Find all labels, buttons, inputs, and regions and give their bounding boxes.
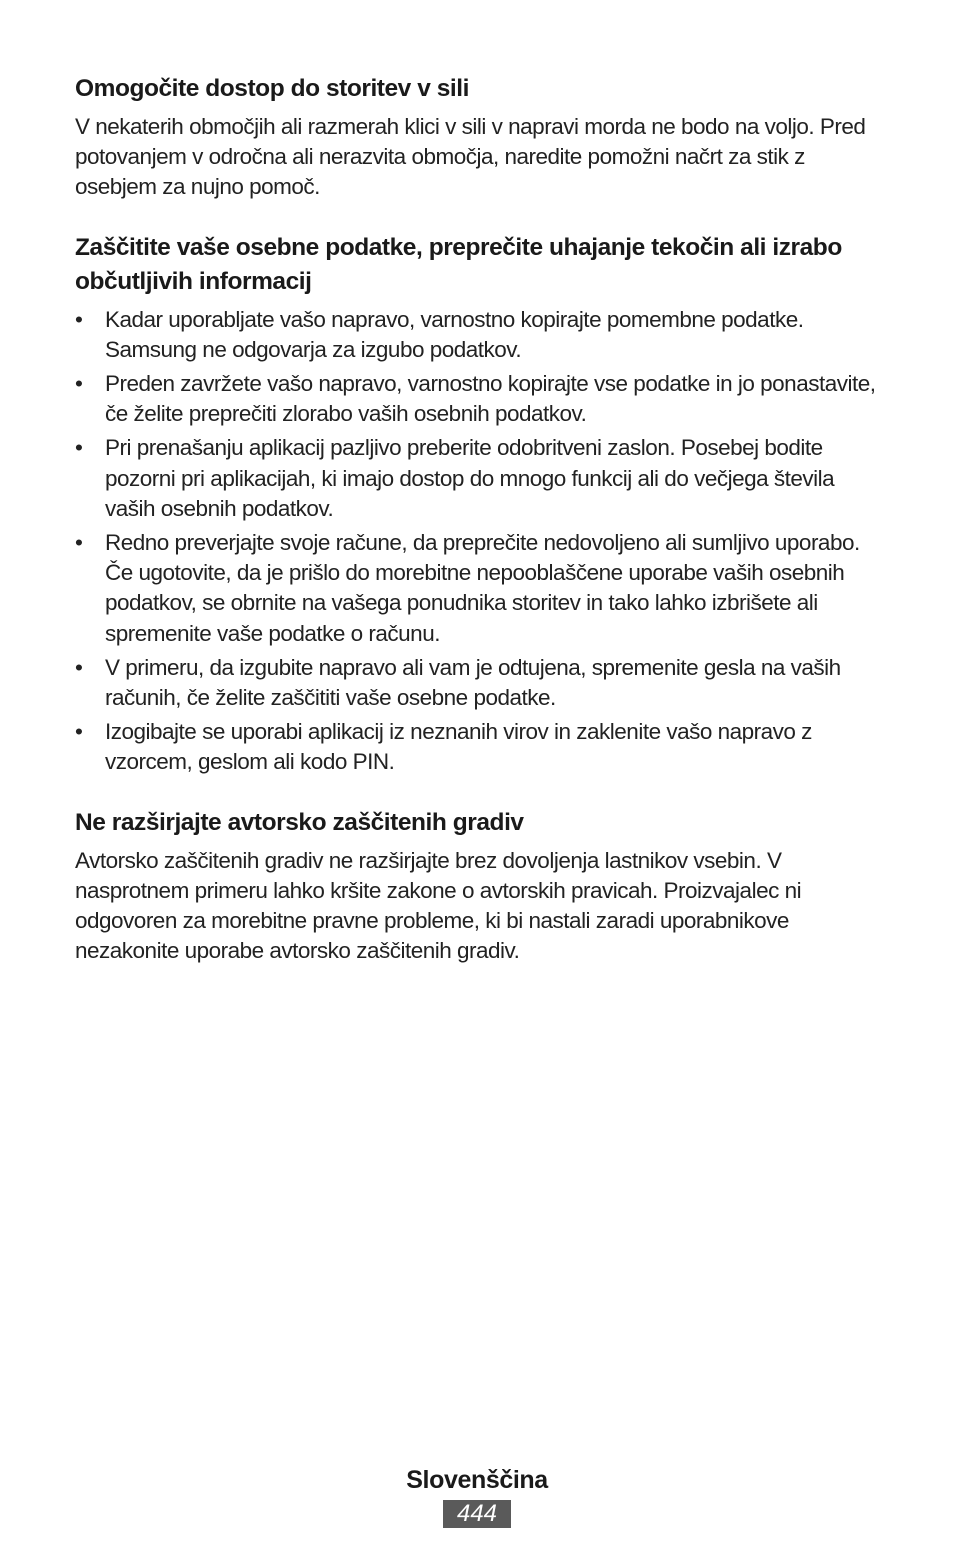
list-item (75, 653, 880, 713)
bullet-marker: • (75, 719, 83, 745)
bullet-list (75, 305, 880, 778)
section-paragraph: Avtorsko zaščitenih gradiv ne razširjajte brez dovoljenja lastnikov vsebin. V nasprotnem primeru lahko kršite zakone o avtorskih pravicah. Proizvajalec ni odgovoren za morebitne pravne probleme, ki bi nastali zaradi uporabnikove nezakonite uporabe avtorsko zaščitenih gradiv. (75, 847, 802, 964)
list-item (75, 369, 880, 429)
list-item-text: V primeru, da izgubite napravo ali vam je odtujena, spremenite gesla na vaših računih, če želite zaščititi vaše osebne podatke. (105, 654, 841, 711)
list-item-text: Kadar uporabljate vašo napravo, varnostno kopirajte pomembne podatke. Samsung ne odgovarja za izgubo podatkov. (105, 306, 804, 362)
bullet-marker: • (75, 530, 83, 556)
list-item-text: Preden zavržete vašo napravo, varnostno kopirajte vse podatke in jo ponastavite, če želite preprečiti zlorabo vaših osebnih podatkov. (105, 371, 876, 427)
page-content (75, 72, 880, 994)
bullet-marker: • (75, 654, 83, 680)
page-footer (0, 1462, 954, 1528)
list-item (75, 305, 880, 365)
footer-language: Slovenščina (406, 1466, 548, 1494)
section-emergency-services (75, 72, 880, 203)
list-item-text: Izogibajte se uporabi aplikacij iz neznanih virov in zaklenite vašo napravo z vzorcem, geslom ali kodo PIN. (105, 719, 812, 775)
section-heading: Ne razširjajte avtorsko zaščitenih gradiv (75, 808, 524, 836)
list-item-text: Pri prenašanju aplikacij pazljivo preberite odobritveni zaslon. Posebej bodite pozorni pri aplikacijah, ki imajo dostop do mnogo funkcij ali do večjega števila vaših osebnih podatkov. (105, 435, 835, 521)
section-heading: Omogočite dostop do storitev v sili (75, 75, 469, 102)
list-item (75, 433, 880, 524)
section-protect-personal-data (75, 231, 880, 778)
list-item (75, 528, 880, 649)
page-number-badge: 444 (443, 1500, 511, 1528)
section-heading: Zaščitite vaše osebne podatke, preprečite uhajanje tekočin ali izrabo občutljivih informacij (75, 233, 842, 295)
bullet-marker: • (75, 435, 83, 461)
bullet-marker: • (75, 371, 83, 397)
bullet-marker: • (75, 306, 83, 332)
list-item (75, 717, 880, 777)
list-item-text: Redno preverjajte svoje račune, da preprečite nedovoljeno ali sumljivo uporabo. Če ugotovite, da je prišlo do morebitne nepooblaščene uporabe vaših osebnih podatkov, se obrnite na vašega ponudnika storitev in tako lahko izbrišete ali spremenite vaše podatke o računu. (105, 530, 860, 646)
section-paragraph: V nekaterih območjih ali razmerah klici v sili v napravi morda ne bodo na voljo. Pred potovanjem v odročna ali nerazvita območja, naredite pomožni načrt za stik z osebjem za nujno pomoč. (75, 114, 866, 200)
section-copyright (75, 806, 880, 967)
